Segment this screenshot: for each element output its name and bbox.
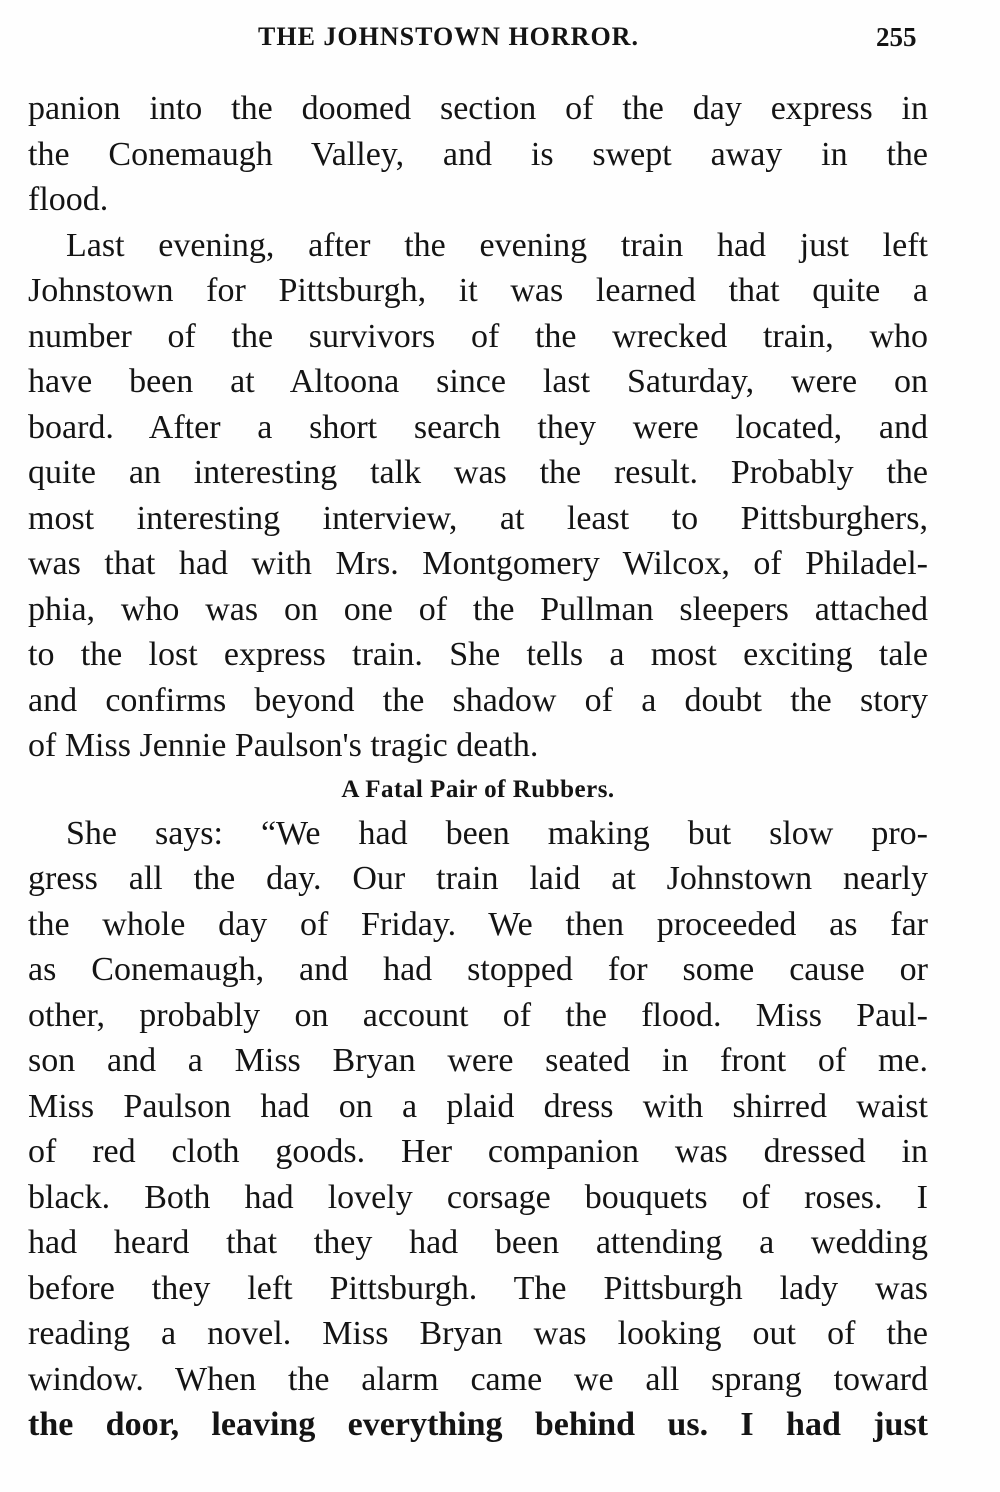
text-line: number of the survivors of the wrecked train, who: [28, 317, 928, 355]
text-line: most interesting interview, at least to Pittsburghers,: [28, 499, 928, 537]
running-title: THE JOHNSTOWN HORROR.: [258, 22, 639, 51]
text-line: was that had with Mrs. Montgomery Wilcox, of Philadel-: [28, 545, 928, 582]
text-line: She says: “We had been making but slow pro-: [66, 814, 928, 852]
text-line: to the lost express train. She tells a most exciting tale: [28, 636, 928, 673]
text-line: Johnstown for Pittsburgh, it was learned that quite a: [28, 272, 928, 309]
text-line: gress all the day. Our train laid at Johnstown nearly: [28, 860, 928, 897]
text-line: of red cloth goods. Her companion was dressed in: [28, 1133, 928, 1170]
text-line: Miss Paulson had on a plaid dress with shirred waist: [28, 1087, 928, 1125]
text-line: the door, leaving everything behind us. I had just: [28, 1406, 928, 1443]
paragraph-testimony: [28, 811, 928, 1448]
text-line: flood.: [28, 181, 109, 218]
text-line: Last evening, after the evening train had just left: [66, 226, 928, 264]
paragraph-survivors: [28, 223, 928, 769]
page-number: 255: [876, 22, 917, 52]
paragraph-continuation: [28, 86, 928, 223]
text-line: had heard that they had been attending a wedding: [28, 1224, 928, 1261]
text-line: quite an interesting talk was the result. Probably the: [28, 454, 928, 491]
text-line: other, probably on account of the flood. Miss Paul-: [28, 996, 928, 1034]
text-line: have been at Altoona since last Saturday, were on: [28, 363, 928, 400]
text-line: the Conemaugh Valley, and is swept away in the: [28, 135, 928, 173]
text-line: board. After a short search they were located, and: [28, 408, 928, 446]
text-line: and confirms beyond the shadow of a doubt the story: [28, 681, 928, 719]
section-subheading: A Fatal Pair of Rubbers.: [341, 775, 615, 803]
body-text: [28, 86, 928, 1448]
text-line: the whole day of Friday. We then proceeded as far: [28, 905, 928, 943]
text-line: window. When the alarm came we all sprang toward: [28, 1360, 928, 1398]
text-line: son and a Miss Bryan were seated in front of me.: [28, 1042, 928, 1079]
text-line: panion into the doomed section of the day express in: [28, 90, 928, 127]
text-line: before they left Pittsburgh. The Pittsburgh lady was: [28, 1269, 928, 1307]
text-line: as Conemaugh, and had stopped for some cause or: [28, 951, 928, 988]
text-line: of Miss Jennie Paulson's tragic death.: [28, 727, 539, 764]
running-head: [0, 22, 1000, 56]
text-line: phia, who was on one of the Pullman sleepers attached: [28, 590, 928, 628]
text-line: reading a novel. Miss Bryan was looking out of the: [28, 1315, 928, 1352]
text-line: black. Both had lovely corsage bouquets of roses. I: [28, 1178, 928, 1216]
